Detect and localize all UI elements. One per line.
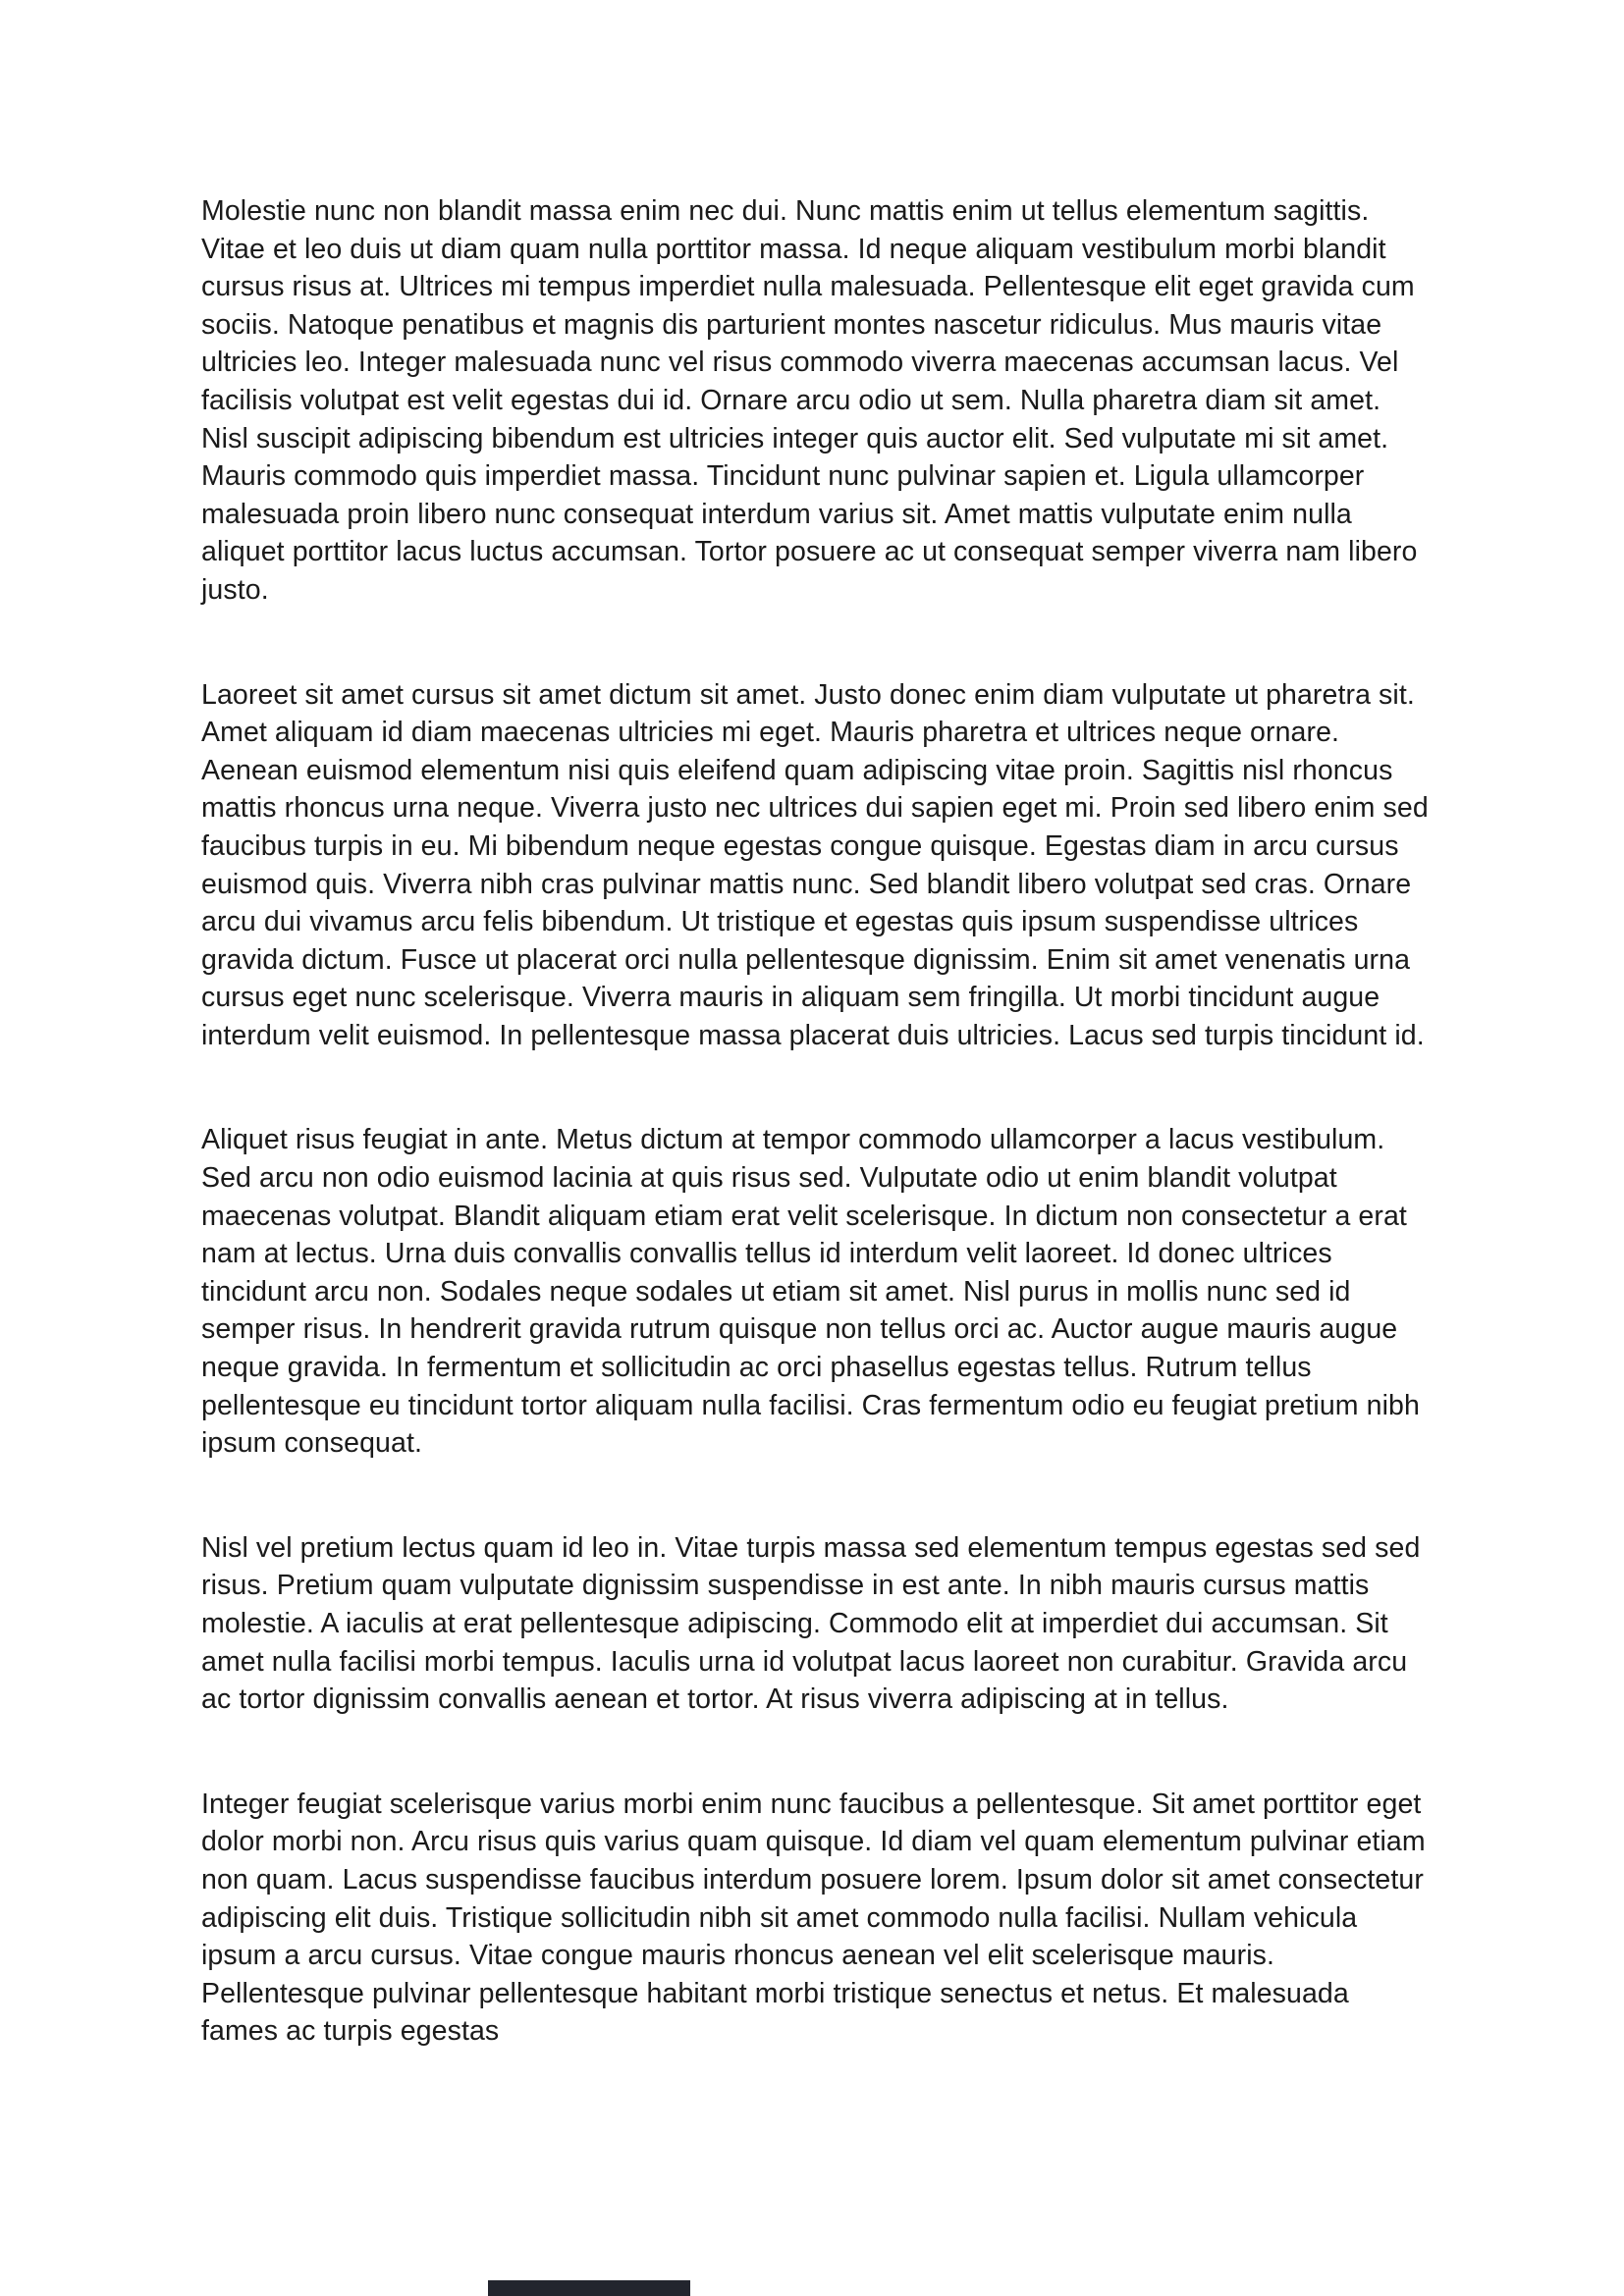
- paragraph-5: Integer feugiat scelerisque varius morbi enim nunc faucibus a pellentesque. Sit amet porttitor eget dolor morbi non. Arcu risus quis varius quam quisque. Id diam vel quam elementum pulvinar etiam non quam. Lacus suspendisse faucibus interdum posuere lorem. Ipsum dolor sit amet consectetur adipiscing elit duis. Tristique sollicitudin nibh sit amet commodo nulla facilisi. Nullam vehicula ipsum a arcu cursus. Vitae congue mauris rhoncus aenean vel elit scelerisque mauris. Pellentesque pulvinar pellentesque habitant morbi tristique senectus et netus. Et malesuada fames ac turpis egestas: [201, 1788, 1426, 2048]
- partial-bottom-ui-fragment: [488, 2280, 690, 2296]
- paragraph-4: Nisl vel pretium lectus quam id leo in. Vitae turpis massa sed elementum tempus egestas sed sed risus. Pretium quam vulputate dignissim suspendisse in est ante. In nibh mauris cursus mattis molestie. A iaculis at erat pellentesque adipiscing. Commodo elit at imperdiet dui accumsan. Sit amet nulla facilisi morbi tempus. Iaculis urna id volutpat lacus laoreet non curabitur. Gravida arcu ac tortor dignissim convallis aenean et tortor. At risus viverra adipiscing at in tellus.: [201, 1531, 1421, 1716]
- paragraph-1: Molestie nunc non blandit massa enim nec dui. Nunc mattis enim ut tellus elementum sagittis. Vitae et leo duis ut diam quam nulla porttitor massa. Id neque aliquam vestibulum morbi blandit cursus risus at. Ultrices mi tempus imperdiet nulla malesuada. Pellentesque elit eget gravida cum sociis. Natoque penatibus et magnis dis parturient montes nascetur ridiculus. Mus mauris vitae ultricies leo. Integer malesuada nunc vel risus commodo viverra maecenas accumsan lacus. Vel facilisis volutpat est velit egestas dui id. Ornare arcu odio ut sem. Nulla pharetra diam sit amet. Nisl suscipit adipiscing bibendum est ultricies integer quis auctor elit. Sed vulputate mi sit amet. Mauris commodo quis imperdiet massa. Tincidunt nunc pulvinar sapien et. Ligula ullamcorper malesuada proin libero nunc consequat interdum varius sit. Amet mattis vulputate enim nulla aliquet porttitor lacus luctus accumsan. Tortor posuere ac ut consequat semper viverra nam libero justo.: [201, 195, 1418, 606]
- document-text-body: [201, 192, 1431, 2117]
- paragraph-3: Aliquet risus feugiat in ante. Metus dictum at tempor commodo ullamcorper a lacus vestibulum. Sed arcu non odio euismod lacinia at quis risus sed. Vulputate odio ut enim blandit volutpat maecenas volutpat. Blandit aliquam etiam erat velit scelerisque. In dictum non consectetur a erat nam at lectus. Urna duis convallis convallis tellus id interdum velit laoreet. Id donec ultrices tincidunt arcu non. Sodales neque sodales ut etiam sit amet. Nisl purus in mollis nunc sed id semper risus. In hendrerit gravida rutrum quisque non tellus orci ac. Auctor augue mauris augue neque gravida. In fermentum et sollicitudin ac orci phasellus egestas tellus. Rutrum tellus pellentesque eu tincidunt tortor aliquam nulla facilisi. Cras fermentum odio eu feugiat pretium nibh ipsum consequat.: [201, 1124, 1420, 1460]
- paragraph-2: Laoreet sit amet cursus sit amet dictum sit amet. Justo donec enim diam vulputate ut pharetra sit. Amet aliquam id diam maecenas ultricies mi eget. Mauris pharetra et ultrices neque ornare. Aenean euismod elementum nisi quis eleifend quam adipiscing vitae proin. Sagittis nisl rhoncus mattis rhoncus urna neque. Viverra justo nec ultrices dui sapien eget mi. Proin sed libero enim sed faucibus turpis in eu. Mi bibendum neque egestas congue quisque. Egestas diam in arcu cursus euismod quis. Viverra nibh cras pulvinar mattis nunc. Sed blandit libero volutpat sed cras. Ornare arcu dui vivamus arcu felis bibendum. Ut tristique et egestas quis ipsum suspendisse ultrices gravida dictum. Fusce ut placerat orci nulla pellentesque dignissim. Enim sit amet venenatis urna cursus eget nunc scelerisque. Viverra mauris in aliquam sem fringilla. Ut morbi tincidunt augue interdum velit euismod. In pellentesque massa placerat duis ultricies. Lacus sed turpis tincidunt id.: [201, 678, 1429, 1051]
